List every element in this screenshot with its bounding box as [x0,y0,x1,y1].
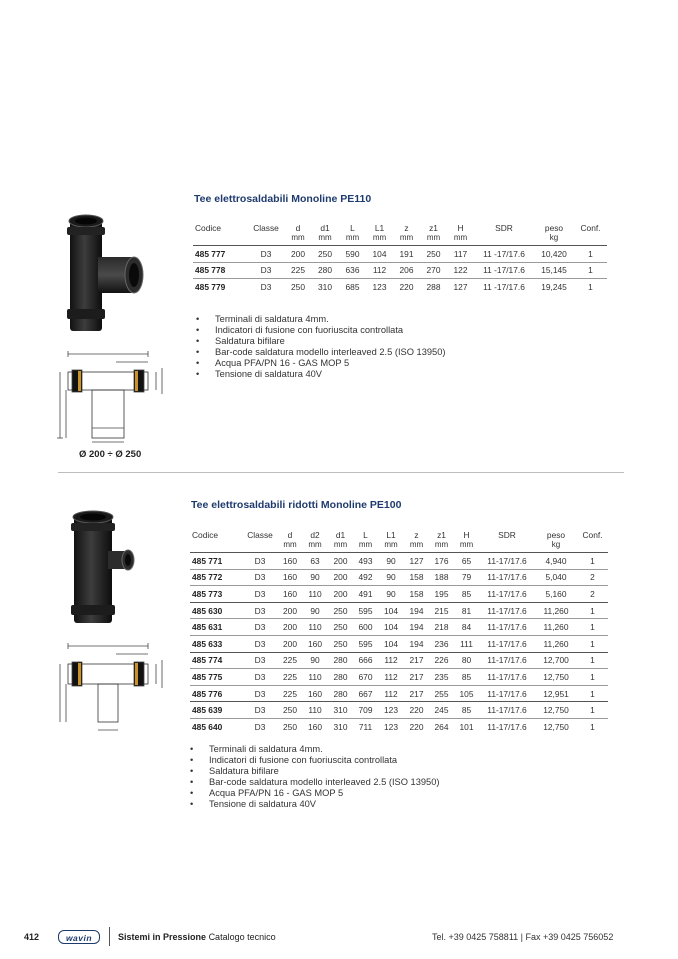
table-row [190,669,608,686]
table-cell: 636 [339,262,366,279]
table-cell: 85 [454,586,479,603]
footer-series [118,932,276,942]
table-cell: 90 [302,602,328,619]
col-header-l: L mm [353,530,378,553]
table-cell: 595 [353,602,378,619]
product-code: 485 640 [190,718,242,734]
product-code: 485 631 [190,619,242,636]
table-cell: 11-17/17.6 [479,635,535,652]
table-cell: 1 [577,619,608,636]
table-cell: 63 [310,555,320,566]
footer-series-rest: Catalogo tecnico [208,932,276,942]
table-cell: 1 [577,652,608,669]
table-cell: 492 [353,569,378,586]
table-row [190,635,608,652]
table-cell: 117 [453,248,468,259]
table-row [190,602,608,619]
table-cell: 11-17/17.6 [479,718,535,734]
section-title-pe100-reduced: Tee elettrosaldabili ridotti Monoline PE100 [191,499,402,511]
table-cell: 1 [574,262,607,279]
table-cell: 85 [454,669,479,686]
feature-list-pe110 [196,314,446,380]
col-header-conf: Conf. [577,530,608,553]
table-cell: D3 [242,602,278,619]
table-cell: 12,750 [535,718,577,734]
diameter-range-label: Ø 200 ÷ Ø 250 [79,449,142,460]
col-header-l1: L1 mm [378,530,404,553]
table-cell: 310 [311,279,339,295]
col-header-d: d mm [278,530,302,553]
col-header-peso: peso kg [534,223,574,246]
table-cell: 160 [278,569,302,586]
table-cell: 11-17/17.6 [479,702,535,719]
table-cell: 220 [404,718,429,734]
product-code: 485 639 [190,702,242,719]
col-header-conf: Conf. [574,223,607,246]
table-cell: 15,145 [534,262,574,279]
table-cell: 12,750 [535,669,577,686]
table-cell: 158 [404,569,429,586]
table-cell: 1 [590,555,595,566]
table-cell: 195 [429,586,454,603]
product-code: 485 771 [192,555,223,566]
feature-item: • Indicatori di fusione con fuoriuscita controllata [196,325,446,336]
table-cell: 85 [454,702,479,719]
col-header-z1: z1 mm [420,223,447,246]
table-cell: 81 [454,602,479,619]
section-divider [58,472,624,473]
table-cell: 685 [339,279,366,295]
table-cell: 11,260 [535,635,577,652]
product-code: 485 778 [193,262,247,279]
technical-drawing-tee-pe110 [56,346,168,446]
table-row [190,619,608,636]
table-cell: D3 [242,652,278,669]
feature-item: • Acqua PFA/PN 16 - GAS MOP 5 [196,358,446,369]
table-cell: 709 [353,702,378,719]
wavin-logo [58,930,100,944]
col-header-d1: d1 mm [328,530,353,553]
table-cell: 11,260 [535,619,577,636]
table-cell: 666 [353,652,378,669]
table-cell: 280 [328,652,353,669]
table-cell: 12,750 [535,702,577,719]
table-cell: 250 [328,635,353,652]
table-cell: 111 [454,635,479,652]
product-code: 485 774 [190,652,242,669]
table-cell: 176 [434,555,449,566]
table-cell: 5,040 [535,569,577,586]
technical-drawing-tee-pe100-reduced [56,640,168,736]
table-cell: 218 [429,619,454,636]
table-cell: 280 [328,685,353,702]
col-header-codice: Codice [190,530,242,553]
table-cell: 310 [328,702,353,719]
product-code: 485 633 [190,635,242,652]
table-cell: 19,245 [534,279,574,295]
table-cell: 10,420 [541,248,567,259]
table-cell: 110 [302,586,328,603]
table-cell: 215 [429,602,454,619]
col-header-l1: L1 mm [366,223,393,246]
product-code: 485 776 [190,685,242,702]
table-cell: 310 [328,718,353,734]
table-cell: 90 [386,555,396,566]
footer-divider [109,927,110,946]
table-cell: 493 [358,555,373,566]
table-cell: 491 [353,586,378,603]
product-code: 485 772 [190,569,242,586]
table-cell: 11-17/17.6 [479,586,535,603]
table-cell: 250 [285,279,311,295]
table-cell: D3 [242,685,278,702]
footer-contact: Tel. +39 0425 758811 | Fax +39 0425 756052 [432,932,614,942]
table-cell: 188 [429,569,454,586]
table-cell: D3 [254,555,266,566]
table-cell: 220 [404,702,429,719]
col-header-peso: peso kg [535,530,577,553]
table-cell: 226 [429,652,454,669]
table-cell: D3 [242,569,278,586]
table-cell: D3 [242,635,278,652]
table-cell: 90 [302,652,328,669]
table-cell: 225 [278,652,302,669]
table-row [190,569,608,586]
feature-item: • Bar-code saldatura modello interleaved 2.5 (ISO 13950) [190,777,440,788]
col-header-d2: d2 mm [302,530,328,553]
col-header-d1: d1 mm [311,223,339,246]
table-cell: 112 [378,652,404,669]
table-cell: 1 [574,279,607,295]
feature-item: • Saldatura bifilare [190,766,440,777]
table-cell: 194 [404,619,429,636]
table-cell: 200 [328,569,353,586]
table-cell: 200 [278,602,302,619]
table-cell: D3 [247,262,285,279]
table-cell: 200 [278,619,302,636]
table-row [190,586,608,603]
feature-item: • Acqua PFA/PN 16 - GAS MOP 5 [190,788,440,799]
table-cell: D3 [242,702,278,719]
table-cell: D3 [260,248,272,259]
table-cell: 112 [378,669,404,686]
table-cell: 11 -17/17.6 [483,248,525,259]
table-cell: 255 [429,685,454,702]
table-cell: 217 [404,685,429,702]
feature-item: • Tensione di saldatura 40V [190,799,440,810]
table-cell: D3 [242,586,278,603]
table-cell: 11-17/17.6 [479,569,535,586]
table-cell: 112 [378,685,404,702]
table-cell: 110 [302,702,328,719]
table-cell: 90 [378,569,404,586]
table-cell: 11-17/17.6 [479,619,535,636]
col-header-z: z mm [393,223,420,246]
table-cell: 206 [393,262,420,279]
feature-item: • Terminali di saldatura 4mm. [196,314,446,325]
table-cell: 225 [278,685,302,702]
table-cell: 105 [454,685,479,702]
table-cell: 194 [404,635,429,652]
table-cell: 127 [409,555,424,566]
table-cell: 2 [577,586,608,603]
col-header-h: H mm [454,530,479,553]
col-header-z1: z1 mm [429,530,454,553]
table-cell: 5,160 [535,586,577,603]
table-cell: 1 [577,718,608,734]
product-code: 485 775 [190,669,242,686]
feature-item: • Bar-code saldatura modello interleaved 2.5 (ISO 13950) [196,347,446,358]
table-cell: 1 [577,602,608,619]
table-cell: 104 [378,635,404,652]
spec-table-pe110 [193,223,607,295]
table-cell: 280 [311,262,339,279]
table-cell: 11-17/17.6 [487,555,527,566]
footer-series-bold: Sistemi in Pressione [118,932,207,942]
table-cell: 1 [577,635,608,652]
table-cell: 160 [302,685,328,702]
table-row [193,279,607,295]
table-cell: 104 [372,248,387,259]
table-cell: D3 [247,279,285,295]
table-cell: D3 [242,718,278,734]
table-cell: 200 [278,635,302,652]
col-header-z: z mm [404,530,429,553]
table-cell: 1 [588,248,593,259]
table-cell: 11-17/17.6 [479,685,535,702]
table-cell: 225 [278,669,302,686]
table-cell: 110 [302,669,328,686]
table-cell: 194 [404,602,429,619]
table-cell: 158 [404,586,429,603]
table-cell: 12,700 [535,652,577,669]
table-cell: 250 [328,619,353,636]
table-cell: 235 [429,669,454,686]
table-cell: D3 [242,619,278,636]
table-cell: 2 [577,569,608,586]
table-cell: 250 [278,702,302,719]
col-header-sdr: SDR [479,530,535,553]
table-cell: 160 [302,718,328,734]
table-cell: 667 [353,685,378,702]
table-cell: 288 [420,279,447,295]
table-cell: 200 [291,248,305,259]
table-cell: 250 [328,602,353,619]
table-cell: 280 [328,669,353,686]
table-cell: 11-17/17.6 [479,652,535,669]
col-header-d: d mm [285,223,311,246]
table-row [190,685,608,702]
table-cell: 4,940 [545,555,567,566]
table-cell: 200 [333,555,348,566]
wavin-logo-text: wavin [65,933,93,943]
table-cell: 123 [366,279,393,295]
table-cell: D3 [242,669,278,686]
table-cell: 1 [577,669,608,686]
table-cell: 79 [454,569,479,586]
col-header-classe: Classe [247,223,285,246]
table-cell: 264 [429,718,454,734]
table-cell: 595 [353,635,378,652]
table-cell: 127 [447,279,474,295]
table-cell: 217 [404,669,429,686]
table-cell: 11-17/17.6 [479,669,535,686]
table-cell: 11,260 [535,602,577,619]
table-cell: 160 [283,555,297,566]
table-cell: 80 [454,652,479,669]
table-cell: 670 [353,669,378,686]
table-cell: 11 -17/17.6 [474,279,534,295]
table-cell: 1 [577,702,608,719]
table-cell: 191 [399,248,414,259]
table-cell: 220 [393,279,420,295]
table-row [193,246,607,263]
product-code: 485 773 [190,586,242,603]
table-row [190,553,608,570]
col-header-codice: Codice [193,223,247,246]
table-cell: 225 [285,262,311,279]
page-number: 412 [24,932,40,942]
table-cell: 11 -17/17.6 [474,262,534,279]
table-cell: 160 [302,635,328,652]
col-header-l: L mm [339,223,366,246]
table-cell: 600 [353,619,378,636]
table-cell: 250 [318,248,332,259]
feature-item: • Terminali di saldatura 4mm. [190,744,440,755]
product-photo-tee-pe100-reduced [64,507,160,631]
table-cell: 200 [328,586,353,603]
table-row [190,718,608,734]
table-cell: 1 [577,685,608,702]
col-header-h: H mm [447,223,474,246]
table-cell: 104 [378,619,404,636]
feature-item: • Saldatura bifilare [196,336,446,347]
table-row [190,652,608,669]
product-photo-tee-pe110 [58,213,154,337]
table-cell: 122 [447,262,474,279]
table-cell: 65 [461,555,472,566]
feature-item: • Tensione di saldatura 40V [196,369,446,380]
table-cell: 112 [366,262,393,279]
table-cell: 711 [353,718,378,734]
table-cell: 84 [454,619,479,636]
product-code: 485 777 [195,248,226,259]
table-cell: 245 [429,702,454,719]
table-cell: 110 [302,619,328,636]
table-cell: 270 [420,262,447,279]
spec-table-pe100-reduced [190,530,608,735]
table-cell: 90 [378,586,404,603]
table-cell: 160 [278,586,302,603]
section-title-pe110: Tee elettrosaldabili Monoline PE110 [194,193,372,205]
product-code: 485 630 [190,602,242,619]
table-cell: 101 [454,718,479,734]
table-row [190,702,608,719]
table-cell: 123 [378,718,404,734]
product-code: 485 779 [193,279,247,295]
table-cell: 217 [404,652,429,669]
table-cell: 123 [378,702,404,719]
table-cell: 104 [378,602,404,619]
col-header-classe: Classe [242,530,278,553]
table-cell: 250 [426,248,441,259]
col-header-sdr: SDR [474,223,534,246]
table-cell: 12,951 [535,685,577,702]
table-row [193,262,607,279]
table-cell: 11-17/17.6 [479,602,535,619]
feature-list-pe100-reduced [190,744,440,810]
table-cell: 590 [345,248,360,259]
feature-item: • Indicatori di fusione con fuoriuscita controllata [190,755,440,766]
table-cell: 236 [429,635,454,652]
table-cell: 250 [278,718,302,734]
table-cell: 90 [302,569,328,586]
